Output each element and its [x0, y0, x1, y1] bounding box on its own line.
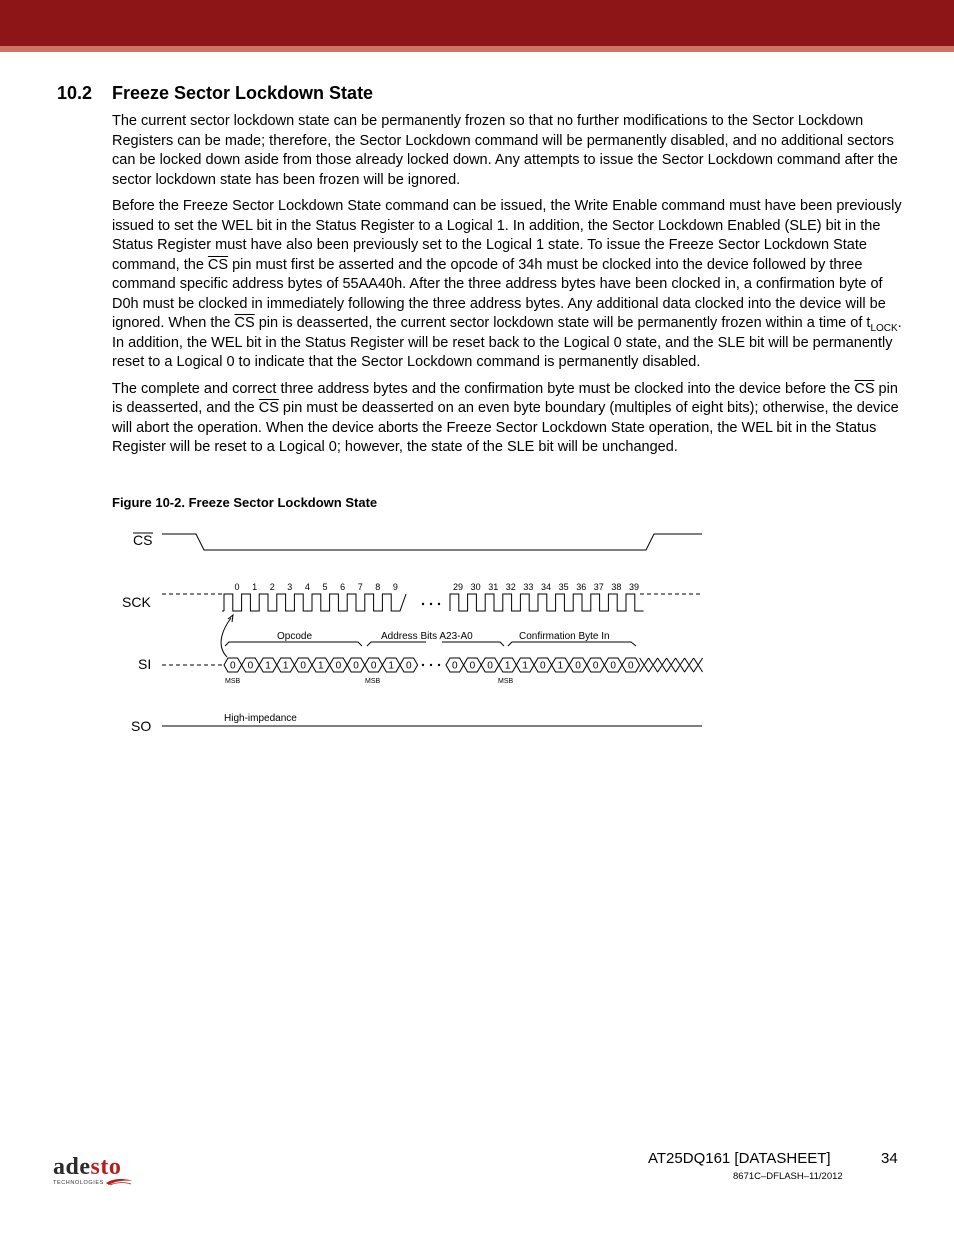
opcode-label: Opcode — [277, 631, 313, 642]
logo-tagline: TECHNOLOGIES — [53, 1180, 104, 1186]
si-bit: 1 — [265, 660, 271, 672]
si-bit: 1 — [557, 660, 564, 672]
clock-number: 30 — [470, 582, 481, 592]
logo-swoosh-icon — [105, 1177, 133, 1187]
si-bit: 0 — [335, 660, 342, 672]
cs-waveform — [162, 534, 702, 550]
clock-number: 39 — [628, 582, 640, 592]
section-number: 10.2 — [57, 83, 93, 103]
high-impedance-label: High-impedance — [224, 713, 297, 724]
clock-number: 29 — [452, 582, 464, 592]
sck-pulses — [224, 594, 644, 611]
clock-number: 1 — [252, 582, 258, 592]
clock-number: 7 — [357, 582, 363, 592]
cs-overbar-text: $\overline{CS}$ — [854, 380, 875, 397]
si-bit: 1 — [282, 660, 289, 672]
clock-number: 38 — [611, 582, 622, 592]
header-bar — [0, 0, 954, 46]
si-bit: 0 — [452, 660, 458, 672]
si-bit: 0 — [469, 660, 476, 672]
si-bit: 0 — [610, 660, 616, 672]
footer-doc-code: 8671C–DFLASH–11/2012 — [733, 1171, 843, 1182]
clock-number: 36 — [576, 582, 587, 592]
clock-number: 5 — [322, 582, 328, 592]
sck-signal-label: SCK — [122, 594, 151, 610]
clock-number: 3 — [287, 582, 293, 592]
si-bit: 0 — [406, 660, 412, 672]
si-bit: 1 — [504, 660, 511, 672]
section-heading — [57, 83, 373, 104]
si-bit: 0 — [370, 660, 377, 672]
cs-overbar-text: $\overline{CS}$ — [234, 315, 255, 331]
clock-number: 4 — [304, 582, 310, 592]
clock-number: 31 — [488, 582, 499, 592]
address-label: Address Bits A23-A0 — [381, 631, 473, 642]
si-bit: 0 — [300, 660, 306, 672]
sck-pulse-train-left — [224, 594, 406, 611]
clock-number: 32 — [505, 582, 516, 592]
logo-wordmark: adesto — [53, 1154, 122, 1180]
clock-number: 6 — [340, 582, 346, 592]
body-text — [112, 112, 902, 465]
sck-pulse-train-right — [450, 594, 644, 611]
sck-ellipsis — [422, 603, 440, 605]
clock-number: 35 — [558, 582, 569, 592]
so-signal-label: SO — [131, 718, 152, 734]
cs-overbar-text: $\overline{CS}$ — [258, 400, 279, 416]
si-bit: 0 — [628, 660, 634, 672]
clock-number: 2 — [269, 582, 275, 592]
si-signal-label: SI — [138, 656, 152, 672]
si-bit: 1 — [318, 660, 324, 672]
si-bit: 0 — [247, 660, 254, 672]
si-bit-values — [230, 661, 634, 672]
si-bit: 0 — [592, 660, 599, 672]
paragraph-2: Before the Freeze Sector Lockdown State command can be issued, the Write Enable command must have been previously issued to set the WEL bit in the Status Register to a Logical 1. In addition, the Sector Lockdown Enabled (SLE) bit in the Status Register must have also been previously set to the Logical 1 state. To issue the Freeze Sector Lockdown State command, the $\overline{CS}$ pin must first be asserted and the opcode of 34h must be clocked into the device followed by three command specific address bytes of 55AA40h. After the three address bytes have been clocked in, a confirmation byte of D0h must be clocked in immediately following the three address bytes. Any additional data clocked into the device will be ignored. When the $\overline{CS}$ pin is deasserted, the current sector lockdown state will be permanently frozen within a time of $t_{LOCK}$. In addition, the WEL bit in the Status Register will be reset back to the Logical 0 state, and the SLE bit will be permanently reset to a Logical 0 to indicate that the Sector Lockdown command is permanently disabled. — [112, 198, 902, 370]
opcode-bracket — [225, 642, 362, 646]
msb-label: MSB — [225, 678, 241, 685]
paragraph-1: The current sector lockdown state can be permanently frozen so that no further modifications to the Sector Lockdown Registers can be made; therefore, the Sector Lockdown command will be permanently disabled, and no additional sectors can be locked down aside from those already locked down. Any attempts to issue the Sector Lockdown command after the sector lockdown state has been frozen will be ignored. — [112, 113, 898, 188]
timing-diagram — [100, 520, 720, 745]
setup-arrow — [221, 618, 231, 657]
si-bit: 0 — [540, 660, 546, 672]
address-bracket — [367, 642, 504, 646]
footer-page-number: 34 — [881, 1150, 898, 1167]
confirm-bracket — [508, 642, 636, 646]
clock-numbers — [234, 582, 639, 592]
clock-number: 9 — [392, 582, 398, 592]
cs-overbar-text: $\overline{CS}$ — [207, 256, 229, 273]
clock-number: 8 — [375, 582, 381, 592]
adesto-logo — [53, 1154, 143, 1194]
footer-doc-title: AT25DQ161 [DATASHEET] — [648, 1150, 831, 1167]
cs-signal-label: CS — [133, 532, 153, 548]
clock-number: 0 — [234, 582, 240, 592]
tlock-subscript: LOCK — [870, 322, 898, 334]
paragraph-3: The complete and correct three address bytes and the confirmation byte must be clocked into the device before the $\overline{CS}$ pin is deasserted, and the $\overline{CS}$ pin must be deasserted on an even byte boundary (multiples of eight bits); otherwise, the device will abort the operation. When the device aborts the Freeze Sector Lockdown State operation, the WEL bit in the Status Register will be reset to a Logical 0; however, the state of the SLE bit will be unchanged. — [112, 380, 899, 455]
msb-label: MSB — [365, 678, 381, 685]
confirm-label: Confirmation Byte In — [519, 631, 610, 642]
header-stripe — [0, 46, 954, 52]
msb-label: MSB — [498, 678, 514, 685]
section-title: Freeze Sector Lockdown State — [112, 83, 374, 103]
si-dont-care-hatch — [640, 658, 703, 672]
si-ellipsis — [422, 664, 440, 666]
figure-caption: Figure 10-2. Freeze Sector Lockdown State — [112, 495, 378, 510]
si-bit: 0 — [353, 660, 359, 672]
si-bit: 0 — [575, 660, 581, 672]
clock-number: 33 — [523, 582, 534, 592]
si-bit: 0 — [487, 660, 493, 672]
si-bit: 1 — [522, 660, 528, 672]
si-bit: 1 — [388, 660, 394, 672]
si-bit: 0 — [230, 660, 236, 672]
clock-number: 37 — [593, 582, 604, 592]
clock-number: 34 — [540, 582, 552, 592]
